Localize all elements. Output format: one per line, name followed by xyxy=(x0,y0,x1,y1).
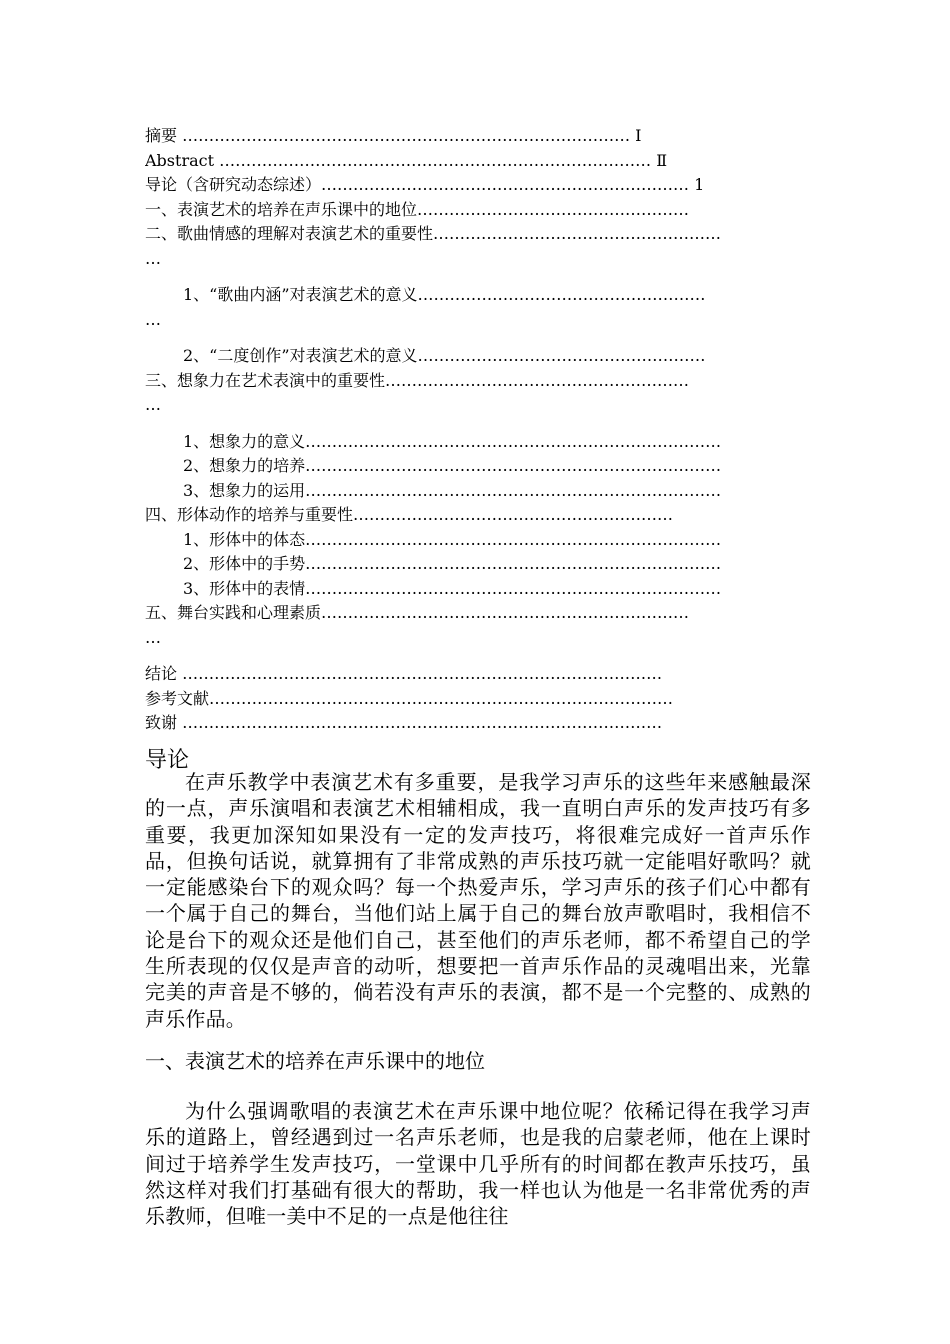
toc-entry-section-3-2[interactable]: 2、想象力的培养…………………………………………………………………… xyxy=(183,456,722,475)
introduction-heading: 导论 xyxy=(145,748,190,773)
toc-entry-section-2[interactable]: 二、歌曲情感的理解对表演艺术的重要性……………………………………………… xyxy=(145,224,722,243)
toc-entry-section-2-2[interactable]: 2、“二度创作”对表演艺术的意义……………………………………………… xyxy=(183,346,706,365)
toc-entry-section-3-3[interactable]: 3、想象力的运用…………………………………………………………………… xyxy=(183,480,722,500)
toc-entry-acknowledgements[interactable]: 致谢 ……………………………………………………………………………… xyxy=(145,713,663,732)
toc-entry-abstract-cn[interactable]: 摘要 ………………………………………………………………………… Ⅰ xyxy=(145,126,642,145)
toc-entry-section-4-3[interactable]: 3、形体中的表情…………………………………………………………………… xyxy=(183,578,722,598)
introduction-paragraph: 在声乐教学中表演艺术有多重要，是我学习声乐的这些年来感触最深的一点，声乐演唱和表演艺术相辅相成，我一直明白声乐的发声技巧有多重要，我更加深知如果没有一定的发声技巧，将很难完成好一首声乐作品，但换句话说，就算拥有了非常成熟的声乐技巧就一定能唱好歌吗？就一定能感染台下的观众吗？每一个热爱声乐，学习声乐的孩子们心中都有一个属于自己的舞台，当他们站上属于自己的舞台放声歌唱时，我相信不论是台下的观众还是他们自己，甚至他们的声乐老师，都不希望自己的学生所表现的仅仅是声音的动听，想要把一首声乐作品的灵魂唱出来，光靠完美的声音是不够的，倘若没有声乐的表演，都不是一个完整的、成熟的声乐作品。 xyxy=(145,770,811,1031)
toc-entry-section-2-1[interactable]: 1、“歌曲内涵”对表演艺术的意义……………………………………………… xyxy=(183,285,706,304)
toc-entry-conclusion[interactable]: 结论 ……………………………………………………………………………… xyxy=(145,664,663,683)
toc-continuation: … xyxy=(145,395,161,414)
toc-entry-section-3[interactable]: 三、想象力在艺术表演中的重要性………………………………………………… xyxy=(145,370,690,390)
toc-entry-section-4-2[interactable]: 2、形体中的手势…………………………………………………………………… xyxy=(183,554,722,573)
toc-continuation: … xyxy=(145,309,161,329)
section-1-heading: 一、表演艺术的培养在声乐课中的地位 xyxy=(145,1049,485,1073)
table-of-contents xyxy=(145,124,810,736)
toc-entry-section-5[interactable]: 五、舞台实践和心理素质…………………………………………………………… xyxy=(145,603,690,622)
toc-entry-section-4-1[interactable]: 1、形体中的体态…………………………………………………………………… xyxy=(183,529,722,549)
toc-continuation: … xyxy=(145,248,161,268)
toc-entry-abstract-en[interactable]: Abstract ……………………………………………………………………… Ⅱ xyxy=(145,150,668,170)
toc-entry-section-4[interactable]: 四、形体动作的培养与重要性…………………………………………………… xyxy=(145,505,674,524)
toc-entry-references[interactable]: 参考文献…………………………………………………………………………… xyxy=(145,688,674,708)
section-1-paragraph: 为什么强调歌唱的表演艺术在声乐课中地位呢？依稀记得在我学习声乐的道路上，曾经遇到过一名声乐老师，也是我的启蒙老师，他在上课时间过于培养学生发声技巧，一堂课中几乎所有的时间都在教声乐技巧，虽然这样对我们打基础有很大的帮助，我一样也认为他是一名非常优秀的声乐教师，但唯一美中不足的一点是他往往 xyxy=(145,1099,811,1229)
toc-continuation: … xyxy=(145,627,161,647)
toc-entry-section-1[interactable]: 一、表演艺术的培养在声乐课中的地位…………………………………………… xyxy=(145,199,690,219)
toc-entry-section-3-1[interactable]: 1、想象力的意义…………………………………………………………………… xyxy=(183,431,722,451)
toc-entry-introduction[interactable]: 导论（含研究动态综述）…………………………………………………………… 1 xyxy=(145,175,705,194)
